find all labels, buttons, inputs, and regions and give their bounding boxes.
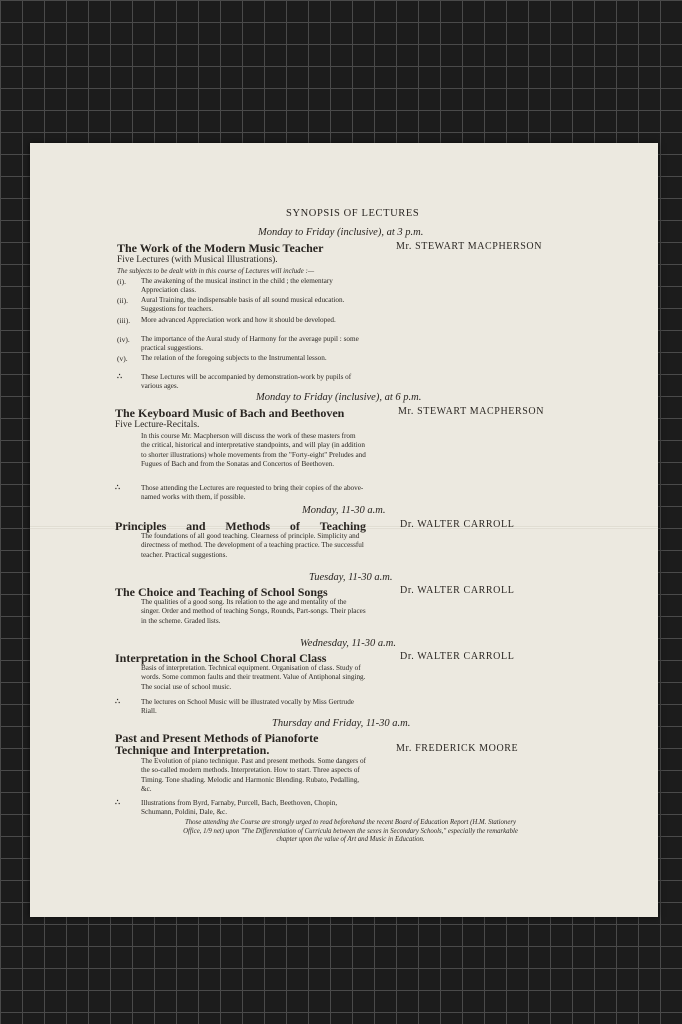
section-6-heading-line-2: Technique and Interpretation. xyxy=(115,743,270,757)
section-1-subtitle: Five Lectures (with Musical Illustrations). xyxy=(117,255,278,265)
list-item-text: The relation of the foregoing subjects to the Instrumental lesson. xyxy=(141,354,327,362)
section-3-body: The foundations of all good teaching. Clearness of principle. Simplicity and directness of method. The development of a teaching practice. The successful teacher. Practical suggestions. xyxy=(141,532,364,559)
footer-note: Those attending the Course are strongly urged to read beforehand the recent Board of Education Report (H.M. Stationery Office, 1/9 net) upon "The Differentiation of Curricula between the sexes in Secondary Schools," especially the remarkable chapter upon the value of Art and Music in Education. xyxy=(183,819,518,843)
section-1-schedule: Monday to Friday (inclusive), at 3 p.m. xyxy=(258,227,424,238)
section-2-subtitle: Five Lecture-Recitals. xyxy=(115,420,200,430)
heading-word: Principles xyxy=(115,519,167,533)
heading-word: of xyxy=(289,519,300,533)
section-5-schedule: Wednesday, 11-30 a.m. xyxy=(300,638,396,649)
list-item-text: The awakening of the musical instinct in the child ; the elementary Appreciation class. xyxy=(141,277,333,295)
section-6-heading-line-1: Past and Present Methods of Pianoforte xyxy=(115,731,319,745)
heading-word: and xyxy=(186,519,206,533)
section-1-lecturer: Mr. STEWART MACPHERSON xyxy=(396,241,543,252)
section-3-schedule: Monday, 11-30 a.m. xyxy=(302,505,386,516)
section-2-schedule: Monday to Friday (inclusive), at 6 p.m. xyxy=(256,392,422,403)
section-1-note: These Lectures will be accompanied by demonstration-work by pupils of various ages. xyxy=(141,373,352,391)
section-4-schedule: Tuesday, 11-30 a.m. xyxy=(309,572,393,583)
section-6-schedule: Thursday and Friday, 11-30 a.m. xyxy=(272,718,411,729)
section-2-lecturer: Mr. STEWART MACPHERSON xyxy=(398,406,545,417)
section-6-note: Illustrations from Byrd, Farnaby, Purcell, Bach, Beethoven, Chopin, Schumann, Poldini, Dale, &c. xyxy=(141,799,338,817)
bullet-icon: ∴ xyxy=(117,372,122,381)
section-4-body: The qualities of a good song. Its relation to the age and mentality of the singer. Order and method of teaching Songs, Rounds, Part-songs. Their places in the scheme. Graded lists. xyxy=(141,598,366,625)
section-6-body: The Evolution of piano technique. Past and present methods. Some dangers of the so-called modern methods. Interpretation. How to start. Three aspects of Timing. Tone shading. Melodic and Harmonic Blending. Rubato, Pedalling, &c. xyxy=(141,757,366,793)
section-5-note: The lectures on School Music will be illustrated vocally by Miss Gertrude Riall. xyxy=(141,698,354,716)
heading-word: Teaching xyxy=(319,519,366,533)
list-item-numeral: (iii). xyxy=(117,316,131,325)
bullet-icon: ∴ xyxy=(115,483,120,492)
section-2-heading: The Keyboard Music of Bach and Beethoven xyxy=(115,406,345,420)
section-1-intro: The subjects to be dealt with in this course of Lectures will include :— xyxy=(117,267,315,275)
list-item-text: More advanced Appreciation work and how it should be developed. xyxy=(141,316,336,324)
bullet-icon: ∴ xyxy=(115,697,120,706)
list-item-text: The importance of the Aural study of Harmony for the average pupil : some practical suggestions. xyxy=(141,335,359,353)
list-item-numeral: (v). xyxy=(117,354,128,363)
section-2-note: Those attending the Lectures are requested to bring their copies of the above-named works with them, if possible. xyxy=(141,484,364,502)
section-2-body: In this course Mr. Macpherson will discuss the work of these masters from the critical, historical and interpretative standpoints, and will play (in addition to shorter illustrations) whole movements from the "Forty-eight" Preludes and Fugues of Bach and from the Sonatas and Concertos of Beethoven. xyxy=(141,432,366,468)
page-title: SYNOPSIS OF LECTURES xyxy=(286,208,420,219)
list-item-numeral: (i). xyxy=(117,277,126,286)
section-6-lecturer: Mr. FREDERICK MOORE xyxy=(396,743,519,754)
section-5-body: Basis of interpretation. Technical equipment. Organisation of class. Study of words. Some common faults and their treatment. Value of Antiphonal singing. The social use of school music. xyxy=(141,664,366,691)
lecture-synopsis-page xyxy=(30,143,658,917)
section-4-lecturer: Dr. WALTER CARROLL xyxy=(400,585,515,596)
list-item-numeral: (iv). xyxy=(117,335,130,344)
section-1-heading: The Work of the Modern Music Teacher xyxy=(117,241,324,255)
section-3-lecturer: Dr. WALTER CARROLL xyxy=(400,519,515,530)
bullet-icon: ∴ xyxy=(115,798,120,807)
list-item-numeral: (ii). xyxy=(117,296,129,305)
section-5-lecturer: Dr. WALTER CARROLL xyxy=(400,651,515,662)
list-item-text: Aural Training, the indispensable basis of all sound musical education. Suggestions for teachers. xyxy=(141,296,345,314)
section-5-heading: Interpretation in the School Choral Class xyxy=(115,651,327,665)
heading-word: Methods xyxy=(225,519,271,533)
section-4-heading: The Choice and Teaching of School Songs xyxy=(115,585,328,599)
